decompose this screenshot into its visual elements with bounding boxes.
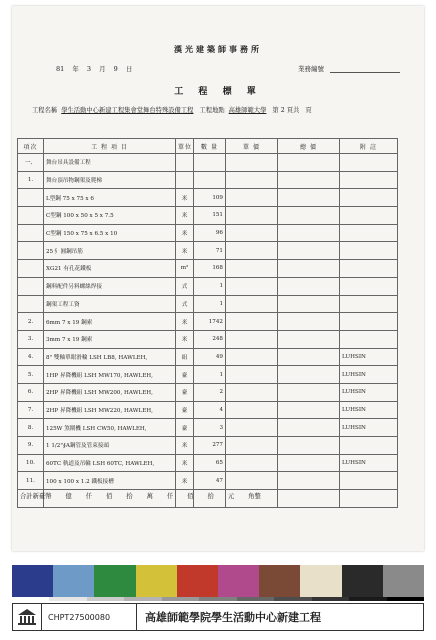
row-qty: 109 [194,189,226,207]
gray-swatch [87,597,124,601]
row-qty: 49 [194,348,226,366]
table-row [18,224,398,242]
row-no: 8. [18,419,44,437]
table-row [18,260,398,278]
color-swatch [53,565,94,597]
table-row [18,277,398,295]
row-note [340,171,398,189]
table-row [18,330,398,348]
row-item: 2HP 昇降機組 LSH MW220, HAWLEH, [44,401,176,419]
row-total [278,189,340,207]
row-price [226,154,278,172]
row-qty: 4 [194,401,226,419]
row-total [278,224,340,242]
row-note [340,490,398,508]
row-qty [194,171,226,189]
firm-name: 漢光建築師事務所 [174,44,262,54]
table-row [18,454,398,472]
row-item: 鋼料配件另料螺絲焊接 [44,277,176,295]
row-total [278,277,340,295]
row-note [340,295,398,313]
row-price [226,419,278,437]
row-total [278,348,340,366]
row-unit: 米 [176,189,194,207]
row-total [278,260,340,278]
row-item: XG21 有孔花鐵板 [44,260,176,278]
row-qty: 1742 [194,313,226,331]
row-qty: 1 [194,366,226,384]
row-no: 9. [18,437,44,455]
table-row [18,154,398,172]
page-unit: 頁 [305,107,312,114]
row-qty: 3 [194,419,226,437]
row-note [340,154,398,172]
row-total [278,295,340,313]
page-info: 第 2 頁共 [272,107,300,114]
table-row [18,437,398,455]
row-total [278,207,340,225]
row-price [226,330,278,348]
quotation-table [17,138,398,508]
col-header-no: 項次 [18,139,44,154]
row-unit: 臺 [176,401,194,419]
row-no [18,242,44,260]
row-unit: 臺 [176,419,194,437]
col-header-item: 工 程 項 目 [44,139,176,154]
table-row [18,472,398,490]
total-word: 萬 [146,493,153,500]
row-item: 舞台吊具設備工程 [44,154,176,172]
total-amount-line [20,491,275,500]
row-price [226,260,278,278]
project-label: 工程名稱 [32,107,58,114]
total-word: 佰 [106,493,113,500]
table-row [18,383,398,401]
row-item: 鋼架工程工資 [44,295,176,313]
col-header-total: 總 價 [278,139,340,154]
row-total [278,472,340,490]
row-note [340,189,398,207]
row-item: 100 x 100 x 1.2 鐵板接槽 [44,472,176,490]
total-word: 元 [227,493,235,500]
row-unit: 米 [176,454,194,472]
archive-code: CHPT27500080 [42,604,137,630]
row-price [226,383,278,401]
gray-swatch [237,597,274,601]
row-total [278,330,340,348]
row-unit: 臺 [176,383,194,401]
row-unit: 米 [176,224,194,242]
gray-swatch [387,597,424,601]
table-header-row [18,139,398,154]
row-price [226,189,278,207]
row-total [278,171,340,189]
row-unit: 米 [176,313,194,331]
row-price [226,472,278,490]
row-qty: 168 [194,260,226,278]
row-price [226,366,278,384]
row-total [278,366,340,384]
row-total [278,154,340,172]
row-note: LUHSIN [340,383,398,401]
row-no: 4. [18,348,44,366]
row-unit [176,171,194,189]
row-note [340,330,398,348]
color-swatch [300,565,341,597]
row-price [226,313,278,331]
row-item: 2HP 昇降機組 LSH MW200, HAWLEH, [44,383,176,401]
row-note [340,277,398,295]
row-unit: 組 [176,348,194,366]
gray-swatch [349,597,386,601]
row-no [18,207,44,225]
total-word: 角整 [248,493,261,500]
row-item: 1HP 昇降機組 LSH MW170, HAWLEH, [44,366,176,384]
total-word: 合計新臺幣 [20,493,52,500]
table-row [18,189,398,207]
project-name: 學生活動中心新建工程集會堂舞台特殊設備工程 [61,107,194,114]
table-row [18,419,398,437]
row-qty: 47 [194,472,226,490]
table-body [18,154,398,508]
row-qty: 151 [194,207,226,225]
color-calibration-bar [12,565,424,597]
gray-swatch [274,597,311,601]
row-item: 8" 雙軸單眼滑輪 LSH LB8, HAWLEH, [44,348,176,366]
table-row [18,366,398,384]
row-price [226,437,278,455]
row-price [226,171,278,189]
row-note [340,437,398,455]
row-unit: 米 [176,437,194,455]
row-no: 一、 [18,154,44,172]
row-note [340,242,398,260]
row-qty: 248 [194,330,226,348]
row-total [278,383,340,401]
row-note [340,472,398,490]
row-no: 1. [18,171,44,189]
row-item: 60TC 軌道及吊輪 LSH 60TC, HAWLEH, [44,454,176,472]
business-no-field [330,72,400,73]
row-qty: 2 [194,383,226,401]
row-unit [176,154,194,172]
form-title: 工 程 標 單 [174,87,262,97]
archive-label [12,603,424,631]
row-no: 11. [18,472,44,490]
row-unit: m² [176,260,194,278]
document-date: 81 年 3 月 9 日 [56,65,133,73]
table-row [18,313,398,331]
row-no: 2. [18,313,44,331]
total-word: 仟 [85,493,93,500]
col-header-unit: 單位 [176,139,194,154]
row-unit: 式 [176,295,194,313]
row-item: 舞台頂吊物鋼架及爬梯 [44,171,176,189]
table-row [18,242,398,260]
total-word: 佰 [187,493,194,500]
gray-swatch [124,597,161,601]
color-swatch [259,565,300,597]
row-note [340,224,398,242]
row-price [226,348,278,366]
row-qty: 65 [194,454,226,472]
row-note [340,313,398,331]
row-total [278,313,340,331]
business-no-label: 業務編號 [298,65,324,73]
total-word: 仟 [166,493,174,500]
row-no [18,224,44,242]
row-total [278,419,340,437]
row-unit: 臺 [176,366,194,384]
row-item: 25∮ 圓鋼吊筋 [44,242,176,260]
gray-swatch [199,597,236,601]
row-note [340,260,398,278]
color-swatch [342,565,383,597]
row-note: LUHSIN [340,348,398,366]
site-label: 工程地點 [199,107,225,114]
row-item: C型鋼 150 x 75 x 6.5 x 10 [44,224,176,242]
row-no: 3. [18,330,44,348]
gray-scale-bar [12,597,424,601]
row-total [278,437,340,455]
color-swatch [177,565,218,597]
row-no: 6. [18,383,44,401]
row-price [226,295,278,313]
row-qty: 96 [194,224,226,242]
row-unit: 米 [176,330,194,348]
row-price [226,277,278,295]
total-word: 億 [65,493,72,500]
color-swatch [136,565,177,597]
row-note: LUHSIN [340,454,398,472]
color-swatch [12,565,53,597]
row-no [18,260,44,278]
color-swatch [383,565,424,597]
gray-swatch [12,597,49,601]
row-unit: 米 [176,207,194,225]
table-row [18,171,398,189]
gray-swatch [162,597,199,601]
row-item: 1 1/2"∮A鋼管及管束接頭 [44,437,176,455]
row-qty: 1 [194,277,226,295]
row-qty [194,154,226,172]
total-word: 拾 [207,493,214,500]
row-qty: 71 [194,242,226,260]
row-no [18,189,44,207]
row-total [278,401,340,419]
row-note [340,207,398,225]
color-swatch [218,565,259,597]
row-no [18,295,44,313]
project-line [32,105,316,114]
row-total [278,242,340,260]
building-logo-icon [13,604,42,630]
table-row [18,401,398,419]
table-row [18,348,398,366]
row-item: C型鋼 100 x 50 x 5 x 7.5 [44,207,176,225]
row-note: LUHSIN [340,366,398,384]
row-qty: 1 [194,295,226,313]
row-item: 125W 煞閘機 LSH CW50, HAWLEH, [44,419,176,437]
row-item: 6mm 7 x 19 鋼索 [44,313,176,331]
row-price [226,224,278,242]
color-swatch [94,565,135,597]
archive-project-name: 高雄師範學院學生活動中心新建工程 [145,611,321,624]
row-price [226,454,278,472]
total-word: 拾 [126,493,133,500]
gray-swatch [312,597,349,601]
site-name: 高雄師範大學 [228,107,267,114]
row-no: 5. [18,366,44,384]
col-header-note: 附 註 [340,139,398,154]
row-note: LUHSIN [340,419,398,437]
row-price [226,207,278,225]
row-no [18,277,44,295]
row-price [226,401,278,419]
row-item: L型鋼 75 x 75 x 6 [44,189,176,207]
row-no: 7. [18,401,44,419]
row-total [278,454,340,472]
row-note: LUHSIN [340,401,398,419]
col-header-qty: 數 量 [194,139,226,154]
col-header-price: 單 價 [226,139,278,154]
row-item: 3mm 7 x 19 鋼索 [44,330,176,348]
gray-swatch [49,597,86,601]
row-price [226,242,278,260]
row-unit: 式 [176,277,194,295]
row-unit: 米 [176,242,194,260]
row-total [278,490,340,508]
row-unit: 米 [176,472,194,490]
row-no: 10. [18,454,44,472]
row-qty: 277 [194,437,226,455]
table-row [18,207,398,225]
table-row [18,295,398,313]
